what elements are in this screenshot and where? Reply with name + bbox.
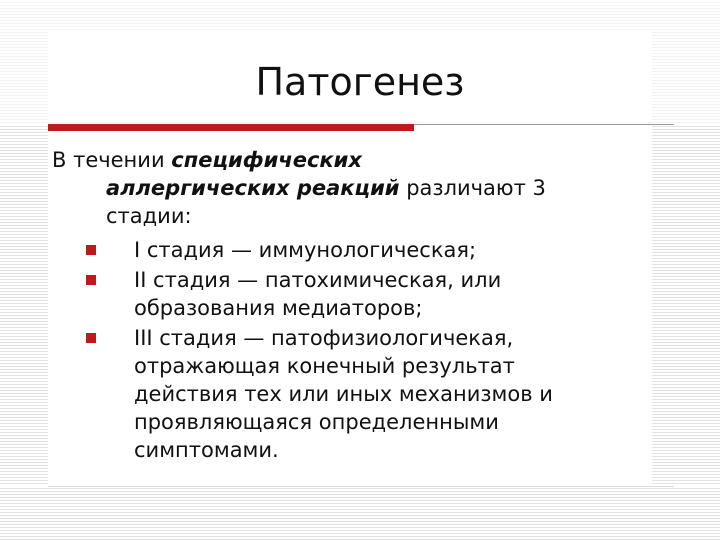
stage-2-line-2: образования медиаторов; xyxy=(134,296,423,320)
stage-2-line-1: II стадия — патохимическая, или xyxy=(134,268,502,292)
title-underline-accent xyxy=(48,124,414,131)
square-bullet-icon xyxy=(86,275,96,285)
slide-title: Патогенез xyxy=(255,60,465,104)
title-underline-rule xyxy=(414,124,674,125)
stage-item-2 xyxy=(86,266,676,322)
stages-list xyxy=(86,236,676,466)
stage-item-1 xyxy=(86,236,676,264)
intro-line-3: стадии: xyxy=(106,204,192,228)
stage-3-line-4: проявляющаяся определенными xyxy=(134,410,499,434)
square-bullet-icon xyxy=(86,245,96,255)
stage-3-line-1: III стадия — патофизиологичекая, xyxy=(134,326,514,350)
intro-emphasis-2: аллергических реакций xyxy=(106,176,400,200)
intro-line-1 xyxy=(52,146,662,174)
bottom-divider xyxy=(48,486,674,487)
stage-1-line-1: I стадия — иммунологическая; xyxy=(134,238,477,262)
stage-3-line-5: симптомами. xyxy=(134,438,279,462)
intro-emphasis-1: специфических xyxy=(171,148,362,172)
intro-line-2 xyxy=(52,174,662,202)
intro-tail-1: различают 3 xyxy=(399,176,546,200)
background-stripes-bottom xyxy=(0,486,720,540)
intro-paragraph xyxy=(52,146,662,230)
background-stripes-left xyxy=(0,124,48,540)
stage-3-line-2: отражающая конечный результат xyxy=(134,354,515,378)
stage-3-line-3: действия тех или иных механизмов и xyxy=(134,382,553,406)
intro-lead: В течении xyxy=(52,148,172,172)
square-bullet-icon xyxy=(86,333,96,343)
stage-item-3 xyxy=(86,324,676,464)
